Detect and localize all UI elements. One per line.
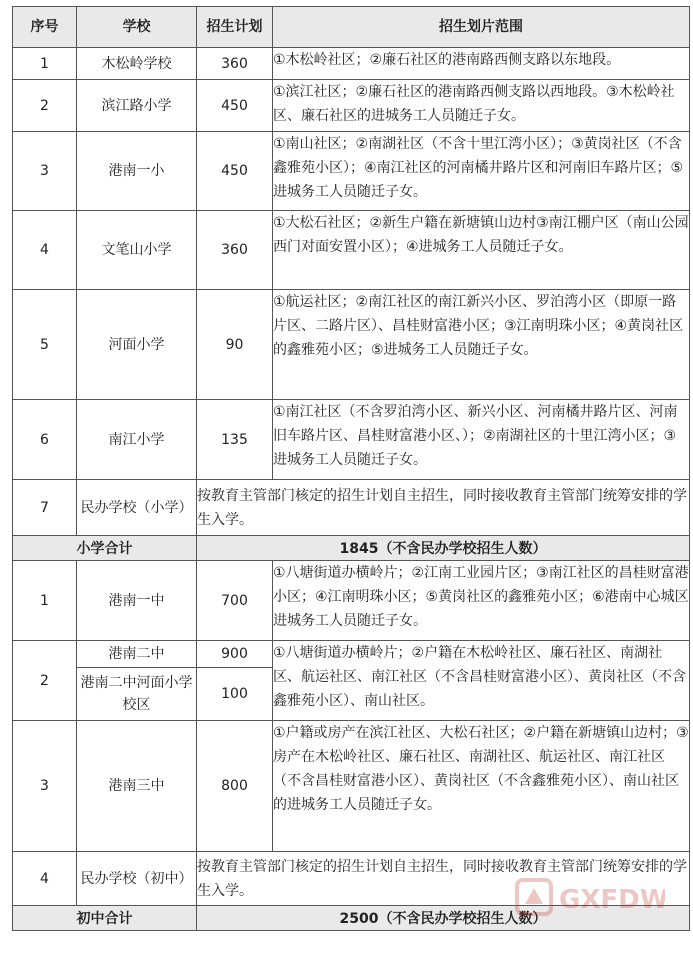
row-no: 2 — [13, 641, 77, 721]
row-school: 民办学校（初中） — [77, 852, 197, 906]
row-no: 3 — [13, 132, 77, 211]
row-area: ①八塘街道办横岭片；②江南工业园片区；③南江社区的昌桂财富港小区；④江南明珠小区；⑤黄岗社区的鑫雅苑小区；⑥港南中心城区进城务工人员随迁子女。 — [273, 561, 690, 641]
header-school: 学校 — [77, 7, 197, 48]
row-area: 按教育主管部门核定的招生计划自主招生，同时接收教育主管部门统筹安排的学生入学。 — [197, 480, 690, 536]
header-area: 招生划片范围 — [273, 7, 690, 48]
row-no: 6 — [13, 400, 77, 480]
row-plan: 360 — [197, 48, 273, 80]
table-row — [13, 400, 690, 480]
row-area: ①南山社区；②南湖社区（不含十里江湾小区）；③黄岗社区（不含鑫雅苑小区）；④南江社区的河南橘井路片区和河南旧车路片区；⑤进城务工人员随迁子女。 — [273, 132, 690, 211]
table-row — [13, 480, 690, 536]
primary-total-row — [13, 536, 690, 561]
table-row — [13, 48, 690, 80]
middle-total-label: 初中合计 — [13, 906, 197, 931]
row-plan: 135 — [197, 400, 273, 480]
row-plan: 900 — [197, 641, 273, 668]
row-no: 4 — [13, 852, 77, 906]
row-plan: 100 — [197, 668, 273, 721]
watermark-logo — [515, 874, 665, 920]
row-school: 民办学校（小学） — [77, 480, 197, 536]
row-no: 1 — [13, 48, 77, 80]
watermark-logo-icon — [515, 874, 665, 920]
primary-total-value: 1845（不含民办学校招生人数） — [197, 536, 690, 561]
header-plan: 招生计划 — [197, 7, 273, 48]
row-school: 河面小学 — [77, 290, 197, 400]
row-school: 港南二中 — [77, 641, 197, 668]
row-plan: 90 — [197, 290, 273, 400]
row-plan: 800 — [197, 721, 273, 852]
row-area: ①南江社区（不含罗泊湾小区、新兴小区、河南橘井路片区、河南旧车路片区、昌桂财富港小区、）；②南湖社区的十里江湾小区；③进城务工人员随迁子女。 — [273, 400, 690, 480]
row-plan: 360 — [197, 211, 273, 290]
table-row — [13, 561, 690, 641]
row-school: 港南三中 — [77, 721, 197, 852]
table-row — [13, 132, 690, 211]
row-area: ①木松岭社区；②廉石社区的港南路西侧支路以东地段。 — [273, 48, 690, 80]
row-area: ①滨江社区；②廉石社区的港南路西侧支路以西地段。③木松岭社区、廉石社区的进城务工人员随迁子女。 — [273, 80, 690, 132]
table-row — [13, 721, 690, 852]
row-school: 南江小学 — [77, 400, 197, 480]
row-area: ①大松石社区；②新生户籍在新塘镇山边村③南江棚户区（南山公园西门对面安置小区）；④进城务工人员随迁子女。 — [273, 211, 690, 290]
middle-total-value: 2500（不含民办学校招生人数） — [197, 906, 690, 931]
row-no: 1 — [13, 561, 77, 641]
table-row — [13, 641, 690, 668]
watermark-text: GXFDW — [559, 885, 665, 915]
header-no: 序号 — [13, 7, 77, 48]
table-row — [13, 211, 690, 290]
row-school: 木松岭学校 — [77, 48, 197, 80]
row-area: 按教育主管部门核定的招生计划自主招生，同时接收教育主管部门统筹安排的学生入学。 — [197, 852, 690, 906]
row-plan: 450 — [197, 132, 273, 211]
row-school: 文笔山小学 — [77, 211, 197, 290]
row-school: 港南一小 — [77, 132, 197, 211]
row-school: 滨江路小学 — [77, 80, 197, 132]
table-row — [13, 80, 690, 132]
table-row — [13, 290, 690, 400]
row-no: 7 — [13, 480, 77, 536]
enrollment-table — [12, 6, 690, 931]
row-area: ①户籍或房产在滨江社区、大松石社区；②户籍在新塘镇山边村；③房产在木松岭社区、廉石社区、南湖社区、航运社区、南江社区（不含昌桂财富港小区）、黄岗社区（不含鑫雅苑小区）、南山社区的进城务工人员随迁子女。 — [273, 721, 690, 852]
row-no: 4 — [13, 211, 77, 290]
row-plan: 700 — [197, 561, 273, 641]
primary-total-label: 小学合计 — [13, 536, 197, 561]
row-area: ①航运社区；②南江社区的南江新兴小区、罗泊湾小区（即原一路片区、二路片区）、昌桂财富港小区；③江南明珠小区；④黄岗社区的鑫雅苑小区；⑤进城务工人员随迁子女。 — [273, 290, 690, 400]
row-plan: 450 — [197, 80, 273, 132]
row-school: 港南一中 — [77, 561, 197, 641]
row-no: 3 — [13, 721, 77, 852]
row-area: ①八塘街道办横岭片；②户籍在木松岭社区、廉石社区、南湖社区、航运社区、南江社区（不含昌桂财富港小区）、黄岗社区（不含鑫雅苑小区）、南山社区。 — [273, 641, 690, 721]
row-no: 2 — [13, 80, 77, 132]
header-row — [13, 7, 690, 48]
row-school: 港南二中河面小学校区 — [77, 668, 197, 721]
row-no: 5 — [13, 290, 77, 400]
